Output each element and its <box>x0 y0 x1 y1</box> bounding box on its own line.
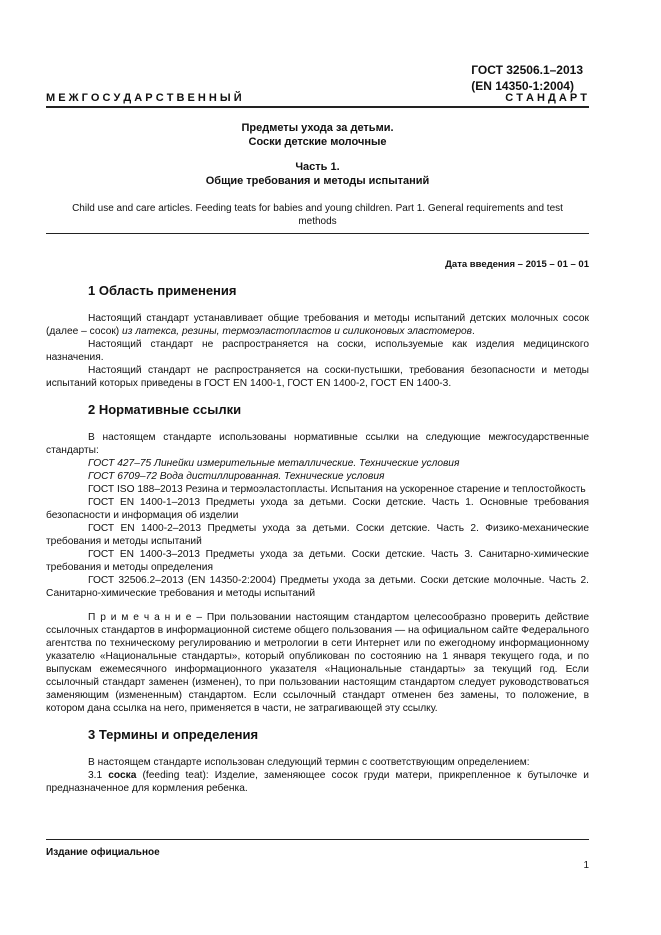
title-line-1: Предметы ухода за детьми. <box>241 122 394 134</box>
paragraph <box>46 312 589 338</box>
note-paragraph <box>46 611 589 715</box>
paragraph: В настоящем стандарте использован следующий термин с соответствующим определением: <box>88 757 530 768</box>
italic-span: из латекса, резины, термоэластопластов и силиконовых эластомеров <box>122 326 472 337</box>
note-label: П р и м е ч а н и е <box>88 612 192 623</box>
footer-divider <box>46 839 589 840</box>
reference-item: ГОСТ EN 1400-3–2013 Предметы ухода за детьми. Соски детские. Часть 3. Санитарно-химические требования и методы определения <box>46 549 589 573</box>
paragraph: Настоящий стандарт не распространяется на соски-пустышки, требования безопасности и методы испытаний которых приведены в ГОСТ EN 1400-1, ГОСТ EN 1400-2, ГОСТ EN 1400-3. <box>46 365 589 389</box>
text-span: . <box>471 326 475 337</box>
section-heading: 1 Область применения <box>88 283 237 298</box>
part-title: Общие требования и методы испытаний <box>205 175 430 187</box>
section-normative-references <box>46 401 589 715</box>
standard-type-word-2: С Т А Н Д А Р Т <box>505 92 587 104</box>
document-body <box>46 282 589 806</box>
page-number: 1 <box>583 860 589 871</box>
paragraph: В настоящем стандарте использованы нормативные ссылки на следующие межгосударственные стандарты: <box>46 432 589 456</box>
introduction-date: Дата введения – 2015 – 01 – 01 <box>445 259 589 270</box>
section-heading: 2 Нормативные ссылки <box>88 402 242 417</box>
section-heading: 3 Термины и определения <box>88 727 259 742</box>
note-text: – При пользовании настоящим стандартом целесообразно проверить действие ссылочных стандартов в информационной системе общего пользования — на официальном сайте Федерального агентства по техническому регулированию и метрологии в сети Интернет или по ежегодному информационному указателю «Национальные стандарты», который опубликован по состоянию на 1 января текущего года, и по выпускам ежемесячного информационного указателя «Национальные стандарты» за текущий год. Если ссылочный стандарт заменен (изменен), то при пользовании настоящим стандартом следует руководствоваться заменяющим (измененным) стандартом. Если ссылочный стандарт отменен без замены, то положение, в котором дана ссылка на него, применяется в части, не затрагивающей эту ссылку. <box>46 612 589 714</box>
document-number <box>471 62 583 94</box>
paragraph: Настоящий стандарт не распространяется на соски, используемые как изделия медицинского назначения. <box>46 339 589 363</box>
title-block <box>46 121 589 228</box>
part-number: Часть 1. <box>295 161 340 173</box>
term-text: (feeding teat): Изделие, заменяющее сосок груди матери, прикрепленное к бутылочке и предназначенное для кормления ребенка. <box>46 770 589 794</box>
reference-item: ГОСТ 6709–72 Вода дистиллированная. Технические условия <box>88 471 385 482</box>
reference-item: ГОСТ 427–75 Линейки измерительные металлические. Технические условия <box>88 458 460 469</box>
reference-item: ГОСТ ISO 188–2013 Резина и термоэластопласты. Испытания на ускоренное старение и теплостойкость <box>88 484 586 495</box>
header-divider <box>46 106 589 108</box>
reference-item: ГОСТ EN 1400-2–2013 Предметы ухода за детьми. Соски детские. Часть 2. Физико-механические требования и методы испытаний <box>46 523 589 547</box>
term-number: 3.1 <box>88 770 109 781</box>
term-definition <box>46 769 589 795</box>
standard-type-word-1: М Е Ж Г О С У Д А Р С Т В Е Н Н Ы Й <box>46 92 242 104</box>
term-word: соска <box>108 770 137 781</box>
reference-item: ГОСТ 32506.2–2013 (EN 14350-2:2004) Предметы ухода за детьми. Соски детские молочные. Часть 2. Санитарно-химические требования и методы испытаний <box>46 575 589 599</box>
standard-type <box>46 92 587 104</box>
english-title: Child use and care articles. Feeding teats for babies and young children. Part 1. General requirements and test methods <box>72 203 563 227</box>
reference-item: ГОСТ EN 1400-1–2013 Предметы ухода за детьми. Соски детские. Часть 1. Основные требования безопасности и информация об изделии <box>46 497 589 521</box>
official-edition-label: Издание официальное <box>46 847 160 858</box>
title-line-2: Соски детские молочные <box>248 136 387 148</box>
section-terms <box>46 726 589 795</box>
text-span: Настоящий стандарт устанавливает общие требования и методы испытаний детских молочных сосок (далее – сосок) <box>46 313 589 337</box>
section-scope <box>46 282 589 390</box>
gost-number: ГОСТ 32506.1–2013 <box>471 63 583 77</box>
en-equivalent: (EN 14350-1:2004) <box>471 79 574 93</box>
title-divider <box>46 233 589 234</box>
